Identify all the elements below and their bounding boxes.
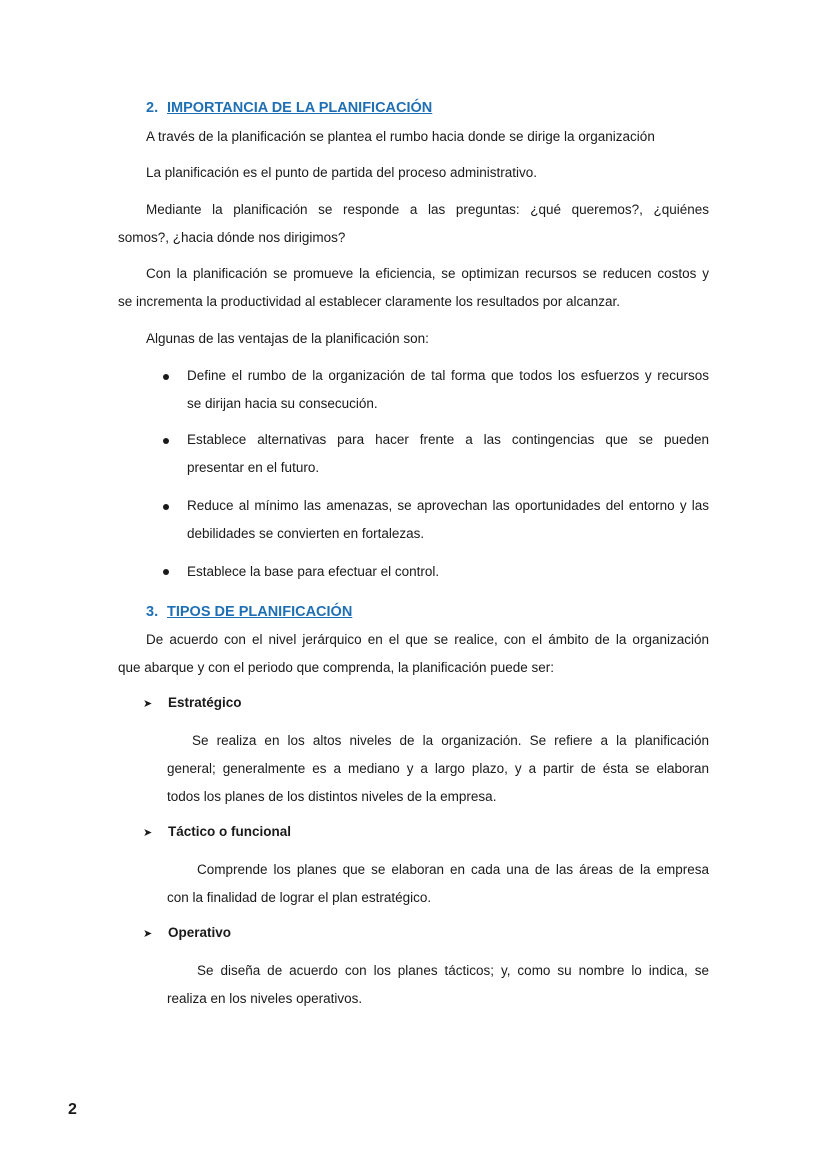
paragraph-eficiencia-line-2: se incrementa la productividad al establecer claramente los resultados por alcanzar. [118,294,621,309]
type-operativo-line-1: Se diseña de acuerdo con los planes tácticos; y, como su nombre lo indica, se [197,963,709,978]
bullet-4-line-1: Establece la base para efectuar el control. [187,564,440,579]
bullet-2-line-2: presentar en el futuro. [187,460,320,475]
bullet-2-line-1: Establece alternativas para hacer frente a las contingencias que se pueden [187,432,709,447]
type-estrategico-line-2: general; generalmente es a mediano y a largo plazo, y a partir de ésta se elaboran [167,761,709,776]
type-estrategico-heading: Estratégico [168,695,242,710]
bullet-dot-icon [163,569,169,575]
type-estrategico-line-1: Se realiza en los altos niveles de la organización. Se refiere a la planificación [192,733,709,748]
arrow-bullet-icon: ➤ [143,698,153,710]
paragraph-eficiencia-line-1: Con la planificación se promueve la eficiencia, se optimizan recursos se reducen costos y [146,266,709,281]
paragraph-preguntas-line-1: Mediante la planificación se responde a las preguntas: ¿qué queremos?, ¿quiénes [146,202,709,217]
section-3-number: 3. [146,604,159,620]
section-2-heading [146,100,432,116]
type-tactico-line-2: con la finalidad de lograr el plan estratégico. [167,890,432,905]
type-tactico-heading: Táctico o funcional [168,824,292,839]
type-operativo-line-2: realiza en los niveles operativos. [167,991,363,1006]
type-estrategico-line-3: todos los planes de los distintos niveles de la empresa. [167,789,497,804]
bullet-dot-icon [163,374,169,380]
bullet-1-line-1: Define el rumbo de la organización de tal forma que todos los esfuerzos y recursos [187,368,709,383]
arrow-bullet-icon: ➤ [143,827,153,839]
section-3-intro-line-1: De acuerdo con el nivel jerárquico en el que se realice, con el ámbito de la organización [146,632,709,647]
paragraph-rumbo: A través de la planificación se plantea el rumbo hacia donde se dirige la organización [146,129,655,144]
section-3-title: TIPOS DE PLANIFICACIÓN [167,604,353,620]
type-tactico-line-1: Comprende los planes que se elaboran en cada una de las áreas de la empresa [197,862,709,877]
section-3-heading [146,604,352,620]
bullet-3-line-2: debilidades se convierten en fortalezas. [187,526,425,541]
section-2-title: IMPORTANCIA DE LA PLANIFICACIÓN [167,100,433,116]
arrow-bullet-icon: ➤ [143,928,153,940]
type-operativo-heading: Operativo [168,925,232,940]
bullet-3-line-1: Reduce al mínimo las amenazas, se aprovechan las oportunidades del entorno y las [187,498,709,513]
page-number: 2 [68,1101,77,1118]
bullet-dot-icon [163,438,169,444]
section-2-number: 2. [146,100,159,116]
paragraph-ventajas-intro: Algunas de las ventajas de la planificación son: [146,331,429,346]
paragraph-preguntas-line-2: somos?, ¿hacia dónde nos dirigimos? [118,230,346,245]
bullet-1-line-2: se dirijan hacia su consecución. [187,396,378,411]
paragraph-punto-partida: La planificación es el punto de partida del proceso administrativo. [146,165,537,180]
section-3-intro-line-2: que abarque y con el periodo que comprenda, la planificación puede ser: [118,660,555,675]
bullet-dot-icon [163,504,169,510]
